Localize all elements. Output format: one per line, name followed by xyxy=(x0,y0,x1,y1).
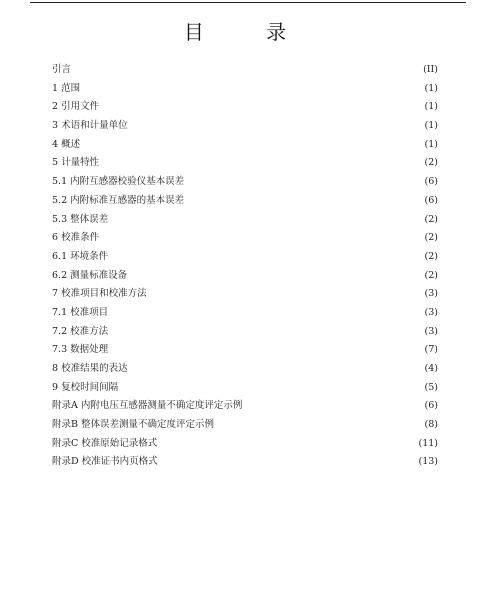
toc-entry-page: (13) xyxy=(418,456,438,468)
toc-entry-label: 7.1 校准项目 xyxy=(52,306,109,318)
toc-entry-label: 3 术语和计量单位 xyxy=(52,120,128,132)
toc-entry-label: 引言 xyxy=(52,64,72,75)
toc-entry[interactable] xyxy=(52,80,438,99)
toc-entry[interactable] xyxy=(52,397,438,416)
toc-entry-page: (6) xyxy=(424,400,438,412)
table-of-contents xyxy=(52,61,438,472)
toc-entry-label: 7.2 校准方法 xyxy=(52,325,109,337)
toc-entry-page: (8) xyxy=(424,419,438,431)
toc-entry[interactable] xyxy=(52,211,438,230)
toc-entry[interactable] xyxy=(52,304,438,323)
toc-entry-label: 9 复校时间间隔 xyxy=(52,381,119,393)
toc-entry-page: (1) xyxy=(424,101,438,113)
toc-entry-page: (3) xyxy=(424,325,438,337)
toc-entry-page: (3) xyxy=(424,306,438,318)
toc-entry-label: 1 范围 xyxy=(52,82,81,94)
toc-entry[interactable] xyxy=(52,98,438,117)
toc-entry[interactable] xyxy=(52,267,438,286)
toc-entry[interactable] xyxy=(52,435,438,454)
toc-entry-label: 7.3 数据处理 xyxy=(52,344,109,356)
toc-entry-page: (2) xyxy=(424,232,438,244)
toc-entry-label: 6.1 环境条件 xyxy=(52,250,109,262)
toc-entry-label: 附录C 校准原始记录格式 xyxy=(52,437,158,449)
toc-entry-label: 2 引用文件 xyxy=(52,101,100,113)
toc-entry[interactable] xyxy=(52,192,438,211)
toc-entry[interactable] xyxy=(52,117,438,136)
toc-entry-label: 5.1 内附互感器校验仪基本误差 xyxy=(52,176,185,188)
toc-entry-label: 5.2 内附标准互感器的基本误差 xyxy=(52,194,185,206)
toc-entry[interactable] xyxy=(52,453,438,472)
toc-entry-label: 6.2 测量标准设备 xyxy=(52,269,128,281)
toc-entry-page: (1) xyxy=(424,138,438,150)
toc-entry-page: (1) xyxy=(424,120,438,132)
toc-entry-page: (5) xyxy=(424,381,438,393)
toc-entry-label: 7 校准项目和校准方法 xyxy=(52,288,147,300)
toc-entry-label: 5 计量特性 xyxy=(52,157,100,169)
toc-entry[interactable] xyxy=(52,360,438,379)
toc-entry[interactable] xyxy=(52,285,438,304)
toc-entry[interactable] xyxy=(52,229,438,248)
toc-entry-page: (11) xyxy=(418,437,438,449)
toc-entry-label: 5.3 整体误差 xyxy=(52,213,109,225)
toc-entry-page: (6) xyxy=(424,176,438,188)
toc-entry[interactable] xyxy=(52,323,438,342)
toc-entry-page: (2) xyxy=(424,213,438,225)
toc-entry[interactable] xyxy=(52,173,438,192)
toc-entry-label: 8 校准结果的表达 xyxy=(52,363,128,374)
toc-entry-page: (1) xyxy=(424,82,438,94)
toc-entry-page: (2) xyxy=(424,157,438,169)
toc-entry-label: 附录A 内附电压互感器测量不确定度评定示例 xyxy=(52,400,243,412)
toc-entry-label: 6 校准条件 xyxy=(52,232,100,244)
toc-entry[interactable] xyxy=(52,154,438,173)
header-rule xyxy=(30,2,466,3)
toc-entry-page: (II) xyxy=(423,64,438,75)
toc-entry-page: (3) xyxy=(424,288,438,300)
toc-entry-label: 4 概述 xyxy=(52,138,81,150)
toc-entry-label: 附录D 校准证书内页格式 xyxy=(52,456,158,468)
toc-entry[interactable] xyxy=(52,379,438,398)
toc-entry-label: 附录B 整体误差测量不确定度评定示例 xyxy=(52,419,215,431)
toc-entry-page: (2) xyxy=(424,250,438,262)
toc-entry-page: (7) xyxy=(424,344,438,356)
toc-entry[interactable] xyxy=(52,248,438,267)
toc-entry[interactable] xyxy=(52,136,438,155)
toc-entry[interactable] xyxy=(52,416,438,435)
toc-entry-page: (2) xyxy=(424,269,438,281)
toc-entry-page: (4) xyxy=(424,363,438,374)
page-title: 目 录 xyxy=(183,20,315,44)
toc-entry[interactable] xyxy=(52,341,438,360)
toc-entry-page: (6) xyxy=(424,194,438,206)
toc-entry[interactable] xyxy=(52,61,438,80)
